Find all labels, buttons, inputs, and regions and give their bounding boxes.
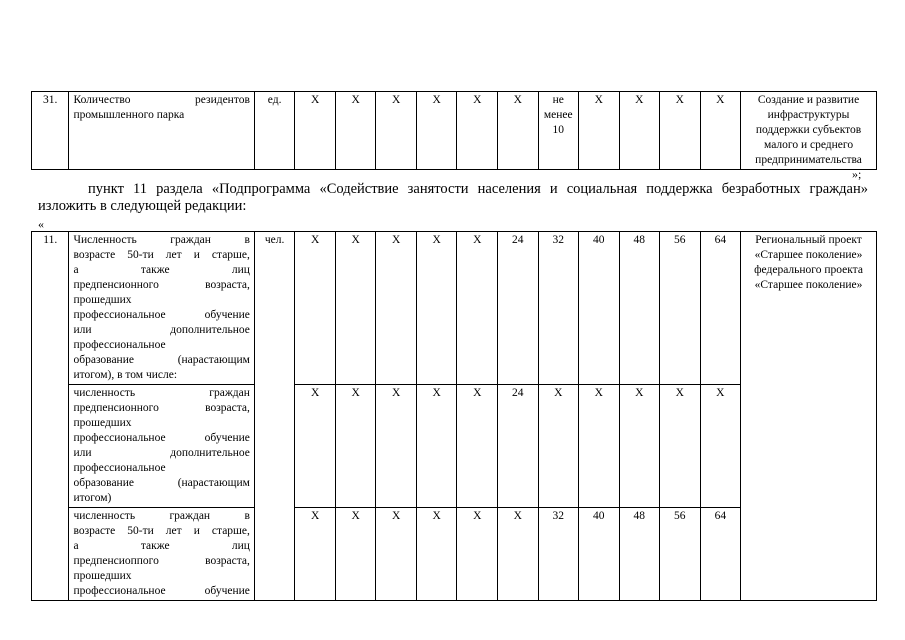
name-line: образование (нарастающим xyxy=(73,477,250,489)
value-cell: Х xyxy=(700,92,741,170)
table-row-31 xyxy=(31,91,877,170)
value-cell: 64 xyxy=(700,508,741,601)
value-cell: Х xyxy=(335,92,376,170)
name-line: а также лиц xyxy=(73,540,250,552)
value-cell: 32 xyxy=(538,232,579,385)
indicator-name xyxy=(69,232,254,385)
value-cell: Х xyxy=(416,385,457,508)
value-cell: Х xyxy=(660,385,701,508)
name-line: итогом) xyxy=(73,492,112,504)
value-cell: 32 xyxy=(538,508,579,601)
unit-cell: ед. xyxy=(254,92,295,170)
value-cell: 24 xyxy=(497,232,538,385)
paragraph-line-2: изложить в следующей редакции: xyxy=(38,198,247,214)
value-cell: 24 xyxy=(497,385,538,508)
name-line: а также лиц xyxy=(73,264,250,276)
value-cell: 56 xyxy=(660,232,701,385)
name-line: возрасте 50-ти лет и старше, xyxy=(73,249,250,261)
value-cell: Х xyxy=(376,232,417,385)
name-line: возрасте 50-ти лет и старше, xyxy=(73,525,250,537)
name-line: предпенсионного возраста, xyxy=(73,279,250,291)
table-row-11 xyxy=(31,231,877,601)
value-cell: Х xyxy=(579,385,620,508)
value-cell: Х xyxy=(700,385,741,508)
note-cell: Создание и развитие инфраструктуры поддержки субъектов малого и среднего предпринимательства xyxy=(741,92,877,170)
value-cell: 48 xyxy=(619,232,660,385)
name-line: профессиональное обучение xyxy=(73,309,250,321)
value-cell: Х xyxy=(376,508,417,601)
name-line: Количество резидентов xyxy=(73,94,250,106)
indicator-name xyxy=(69,385,254,508)
value-cell: Х xyxy=(579,92,620,170)
note-cell: Региональный проект «Старшее поколение» федерального проекта «Старшее поколение» xyxy=(741,232,877,601)
row-number: 11. xyxy=(32,232,69,601)
value-cell: Х xyxy=(457,232,498,385)
value-cell: Х xyxy=(295,508,336,601)
name-line: профессиональное xyxy=(73,339,166,351)
value-cell: 48 xyxy=(619,508,660,601)
value-cell: Х xyxy=(295,92,336,170)
row-number: 31. xyxy=(32,92,69,170)
value-cell: Х xyxy=(335,232,376,385)
value-cell: Х xyxy=(335,508,376,601)
name-line: или дополнительное xyxy=(73,447,250,459)
amendment-paragraph xyxy=(38,181,868,215)
unit-cell: чел. xyxy=(254,232,295,601)
indicator-name xyxy=(69,508,254,601)
value-cell: Х xyxy=(416,92,457,170)
opening-quote: « xyxy=(38,217,44,231)
name-line: профессиональное обучение xyxy=(73,585,250,597)
name-line: профессиональное xyxy=(73,462,166,474)
name-line: прошедших xyxy=(73,294,132,306)
value-cell: Х xyxy=(497,92,538,170)
value-cell: не менее 10 xyxy=(538,92,579,170)
value-cell: Х xyxy=(497,508,538,601)
value-cell: Х xyxy=(619,385,660,508)
indicator-name xyxy=(69,92,254,170)
value-cell: Х xyxy=(538,385,579,508)
value-cell: 64 xyxy=(700,232,741,385)
value-cell: 40 xyxy=(579,508,620,601)
value-cell: Х xyxy=(457,385,498,508)
value-cell: Х xyxy=(376,92,417,170)
value-cell: Х xyxy=(416,508,457,601)
name-line: профессиональное обучение xyxy=(73,432,250,444)
name-line: промышленного парка xyxy=(73,109,185,121)
value-cell: 40 xyxy=(579,232,620,385)
name-line: численность граждан xyxy=(73,387,250,399)
name-line: предпенсиоппого возраста, xyxy=(73,555,250,567)
value-cell: 56 xyxy=(660,508,701,601)
name-line: численность граждан в xyxy=(73,510,250,522)
name-line: образование (нарастающим xyxy=(73,354,250,366)
name-line: предпенсионного возраста, xyxy=(73,402,250,414)
value-cell: Х xyxy=(295,385,336,508)
value-cell: Х xyxy=(295,232,336,385)
value-cell: Х xyxy=(335,385,376,508)
value-cell: Х xyxy=(660,92,701,170)
closing-quote: »; xyxy=(852,167,862,181)
name-line: или дополнительное xyxy=(73,324,250,336)
name-line: итогом), в том числе: xyxy=(73,369,178,381)
value-cell: Х xyxy=(416,232,457,385)
paragraph-line-1: пункт 11 раздела «Подпрограмма «Содействие занятости населения и социальная поддержка безработных граждан» xyxy=(88,181,868,197)
name-line: прошедших xyxy=(73,570,132,582)
value-cell: Х xyxy=(457,508,498,601)
value-cell: Х xyxy=(457,92,498,170)
name-line: Численность граждан в xyxy=(73,234,250,246)
value-cell: Х xyxy=(376,385,417,508)
name-line: прошедших xyxy=(73,417,132,429)
value-cell: Х xyxy=(619,92,660,170)
